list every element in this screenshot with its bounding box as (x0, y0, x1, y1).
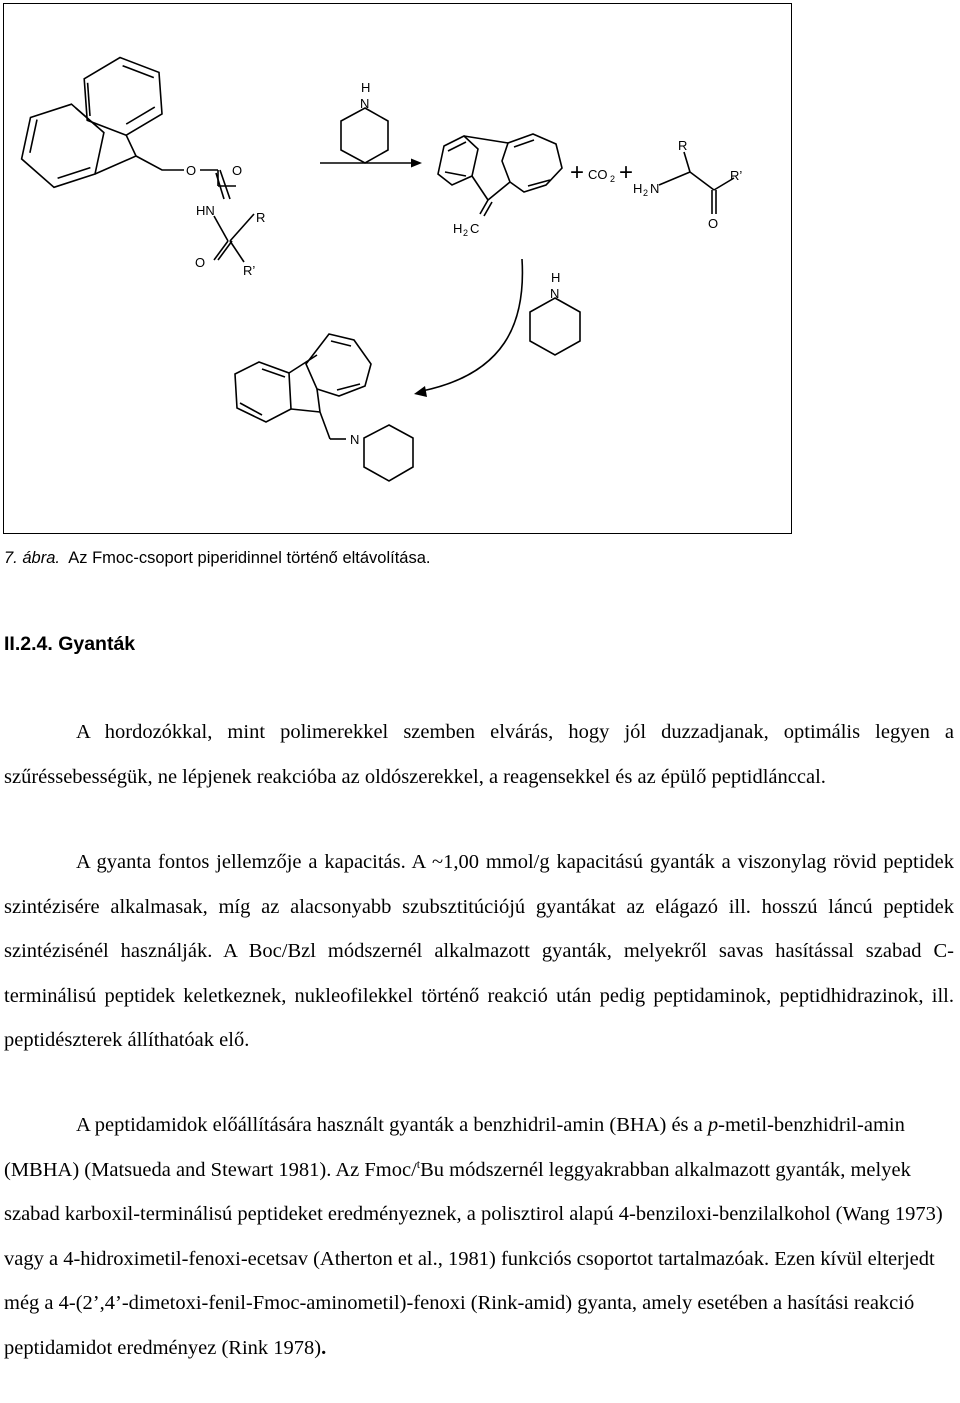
ether-oxygen-label: O (186, 163, 197, 178)
piperidine-second-h-label: H (551, 270, 561, 285)
carbonyl-oxygen-label: O (232, 163, 243, 178)
side-chain-r-label: R (256, 210, 266, 225)
ester-oxygen-label: O (195, 255, 206, 270)
curved-reaction-arrow (422, 259, 522, 391)
paragraph-end-period: . (321, 1336, 327, 1359)
free-amino-acid-structure (659, 152, 734, 214)
figure-number: 7. ábra. (4, 549, 60, 567)
paragraph-3-text-c: Bu módszernél leggyakrabban alkalmazott gyanták, melyek szabad karboxil-terminálisú peptideket eredményeznek, a polisztirol alapú 4-benziloxi-benzilalkohol (Wang 1973) vagy a 4-hidroximetil-fenoxi-ecetsav (Atherton et al., 1981) funkciós csoportot tartalmazóak. Ezen kívül elterjedt még a 4-(2’,4’-dimetoxi-fenil-Fmoc-aminometil)-fenoxi (Rink-amid) gyanta, amely esetében a hasítási reakció peptidamidot eredményez (Rink 1978) (4, 1158, 943, 1359)
paragraph-2-text: A gyanta fontos jellemzője a kapacitás. A ~1,00 mmol/g kapacitású gyanták a viszonylag rövid peptidek szintézisére alkalmasak, míg az alacsonyabb szubsztitúciójú gyantákat az elágazó ill. hosszú láncú peptidek szintézisénél használják. A Boc/Bzl módszernél alkalmazott gyanták, melyekről savas hasítással szabad C-terminálisú peptidek keletkeznek, nukleofilekkel történő reakció után pedig peptidaminok, peptidhidrazinok, ill. peptidészterek állíthatóak elő. (4, 851, 954, 1051)
piperidine-reagent-structure (341, 108, 388, 163)
methylene-c-label: C (470, 221, 480, 236)
amine-subscript: 2 (643, 188, 649, 198)
piperidine-n-label: N (360, 96, 370, 111)
piperidine-h-label: H (361, 80, 371, 95)
piperidine-second-n-label: N (550, 286, 560, 301)
dibenzofulvene-structure (438, 134, 562, 216)
paragraph-1-text: A hordozókkal, mint polimerekkel szemben elvárás, hogy jól duzzadjanak, optimális legyen a szűréssebességük, ne lépjenek reakcióba az oldószerekkel, a reagensekkel és az épülő peptidlánccal. (4, 721, 954, 788)
piperidine-second-structure (530, 298, 580, 355)
methylene-subscript: 2 (463, 228, 469, 238)
methylene-h-label: H (453, 221, 463, 236)
carbon-dioxide-subscript: 2 (610, 174, 616, 184)
paragraph-3-text-a: A peptidamidok előállítására használt gyanták a benzhidril-amin (BHA) és a (76, 1114, 708, 1136)
paragraph-1 (4, 710, 954, 799)
nh-label: HN (196, 203, 215, 218)
amine-h-label: H (633, 181, 643, 196)
amine-n-label: N (650, 181, 660, 196)
figure-frame (3, 3, 792, 534)
curved-arrow-head (414, 386, 427, 397)
product-carbonyl-oxygen-label: O (708, 216, 719, 231)
plus-sign: + (619, 159, 634, 186)
paragraph-3-text-b: -metil-benzhidril-amin (MBHA) (Matsueda and Stewart 1981). Az Fmoc/ (4, 1114, 905, 1181)
carbon-dioxide-label: CO (588, 167, 608, 182)
paragraph-3 (4, 1103, 954, 1370)
arrow-head (411, 159, 422, 168)
figure-caption (4, 549, 431, 568)
plus-sign: + (570, 159, 585, 186)
fmoc-fluorene-structure (22, 58, 162, 188)
dibenzofulvene-piperidine-adduct-structure (235, 334, 413, 481)
para-prefix-italic: p (707, 1114, 719, 1136)
paragraph-2 (4, 840, 954, 1063)
tert-superscript: t (416, 1156, 421, 1171)
fmoc-deprotection-scheme (4, 4, 790, 532)
ester-r-prime-label: R’ (243, 263, 256, 278)
product-r-prime-label: R’ (730, 168, 743, 183)
adduct-n-label: N (350, 432, 360, 447)
section-heading: II.2.4. Gyanták (4, 633, 136, 655)
product-side-chain-r-label: R (678, 138, 688, 153)
figure-caption-text: Az Fmoc-csoport piperidinnel történő eltávolítása. (68, 549, 431, 567)
